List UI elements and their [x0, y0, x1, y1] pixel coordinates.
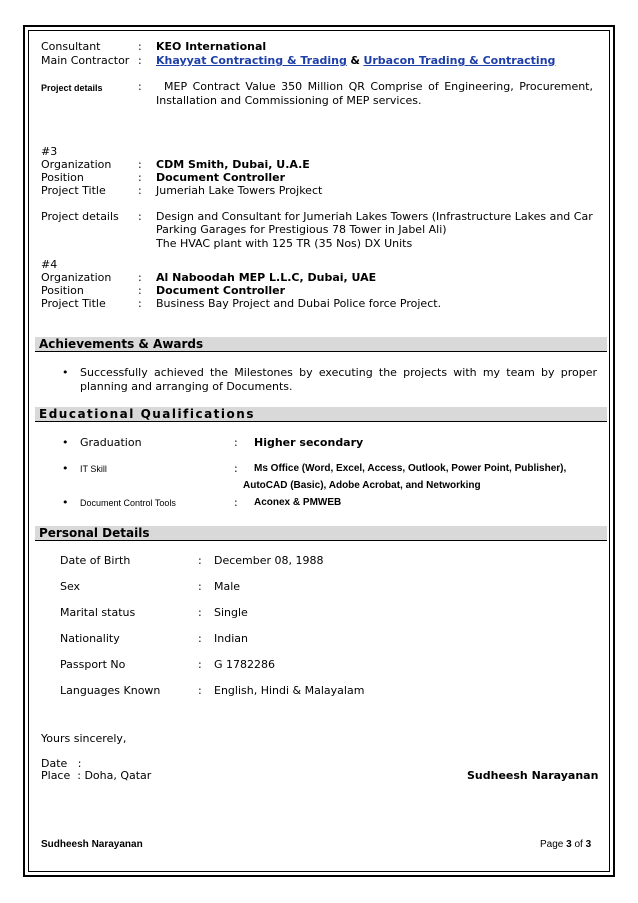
contractor-link-khayyat[interactable]: Khayyat Contracting & Trading: [156, 54, 347, 67]
job4-title-value: Business Bay Project and Dubai Police force Project.: [156, 297, 442, 310]
job3-details-label: Project details: [41, 210, 119, 223]
personal-row-value: G 1782286: [214, 658, 276, 671]
bullet-icon: •: [62, 436, 69, 449]
colon: :: [138, 184, 142, 197]
it-skill-value-line2: AutoCAD (Basic), Adobe Acrobat, and Networking: [243, 480, 481, 491]
job4-position-value: Document Controller: [156, 284, 286, 297]
job4-title-label: Project Title: [41, 297, 106, 310]
personal-heading: Personal Details: [35, 526, 607, 541]
colon: :: [138, 210, 142, 223]
personal-row-value: Indian: [214, 632, 248, 645]
personal-row-label: Marital status: [60, 606, 136, 619]
main-contractor-value: [156, 54, 555, 68]
colon: :: [138, 297, 142, 310]
personal-row-value: Single: [214, 606, 248, 619]
job3-details-line1: Design and Consultant for Jumeriah Lakes Towers (Infrastructure Lakes and Car: [156, 210, 593, 223]
bullet-icon: •: [62, 462, 69, 475]
document-control-tools-label: Document Control Tools: [80, 498, 176, 508]
personal-row-label: Languages Known: [60, 684, 161, 697]
footer-page-prefix: Page: [540, 839, 564, 850]
colon: :: [198, 554, 202, 567]
colon: :: [234, 496, 238, 509]
footer-page-number: [540, 838, 591, 852]
contractor-ampersand: &: [350, 54, 360, 67]
graduation-label: Graduation: [80, 436, 142, 449]
job3-title-label: Project Title: [41, 184, 106, 197]
job4-position-label: Position: [41, 284, 84, 297]
job3-number: #3: [41, 145, 58, 158]
bullet-icon: •: [62, 496, 69, 509]
colon: :: [234, 436, 238, 449]
bullet-icon: •: [62, 366, 69, 379]
consultant-value: KEO International: [156, 40, 267, 53]
colon: :: [138, 271, 142, 284]
job4-org-value: Al Naboodah MEP L.L.C, Dubai, UAE: [156, 271, 377, 284]
colon: :: [234, 462, 238, 475]
consultant-label: Consultant: [41, 40, 101, 53]
main-contractor-label: Main Contractor: [41, 54, 130, 67]
colon: :: [198, 632, 202, 645]
graduation-value: Higher secondary: [254, 436, 364, 449]
colon: :: [138, 171, 142, 184]
job3-position-value: Document Controller: [156, 171, 286, 184]
closing-sincerely: Yours sincerely,: [41, 732, 127, 745]
job4-org-label: Organization: [41, 271, 112, 284]
document-control-tools-value: Aconex & PMWEB: [254, 497, 342, 508]
contractor-link-urbacon[interactable]: Urbacon Trading & Contracting: [363, 54, 556, 67]
personal-row-value: Male: [214, 580, 241, 593]
personal-row-value: December 08, 1988: [214, 554, 324, 567]
colon: :: [198, 580, 202, 593]
job3-details-line2: Parking Garages for Prestigious 78 Tower in Jabel Ali): [156, 223, 447, 236]
it-skill-value-line1: Ms Office (Word, Excel, Access, Outlook, Power Point, Publisher),: [254, 463, 567, 474]
personal-row-label: Nationality: [60, 632, 120, 645]
job3-details-line3: The HVAC plant with 125 TR (35 Nos) DX Units: [156, 237, 413, 250]
job4-number: #4: [41, 258, 58, 271]
job3-org-label: Organization: [41, 158, 112, 171]
colon: :: [198, 658, 202, 671]
project-details-label: Project details: [41, 83, 103, 93]
footer-page-of: of: [574, 839, 583, 850]
job3-position-label: Position: [41, 171, 84, 184]
achievement-item: Successfully achieved the Milestones by executing the projects with my team by proper planning and arranging of Documents.: [80, 366, 597, 393]
colon: :: [138, 158, 142, 171]
colon: :: [198, 684, 202, 697]
personal-row-label: Date of Birth: [60, 554, 131, 567]
education-heading: Educational Qualifications: [35, 407, 607, 422]
colon: :: [138, 54, 142, 67]
signature-name: Sudheesh Narayanan: [467, 769, 599, 782]
colon: :: [138, 40, 142, 53]
personal-row-label: Passport No: [60, 658, 126, 671]
personal-row-value: English, Hindi & Malayalam: [214, 684, 365, 697]
achievements-heading: Achievements & Awards: [35, 337, 607, 352]
footer-page-total: 3: [585, 839, 592, 850]
colon: :: [138, 80, 142, 93]
colon: :: [138, 284, 142, 297]
footer-page-current: 3: [566, 839, 572, 850]
job3-title-value: Jumeriah Lake Towers Projkect: [156, 184, 323, 197]
personal-row-label: Sex: [60, 580, 81, 593]
project-details-value: MEP Contract Value 350 Million QR Comprise of Engineering, Procurement, Installation and Commissioning of MEP services.: [156, 80, 593, 107]
job3-org-value: CDM Smith, Dubai, U.A.E: [156, 158, 310, 171]
closing-place: Place : Doha, Qatar: [41, 769, 152, 782]
closing-date: Date :: [41, 757, 82, 770]
colon: :: [198, 606, 202, 619]
it-skill-label: IT Skill: [80, 464, 107, 474]
footer-name: Sudheesh Narayanan: [41, 839, 143, 850]
